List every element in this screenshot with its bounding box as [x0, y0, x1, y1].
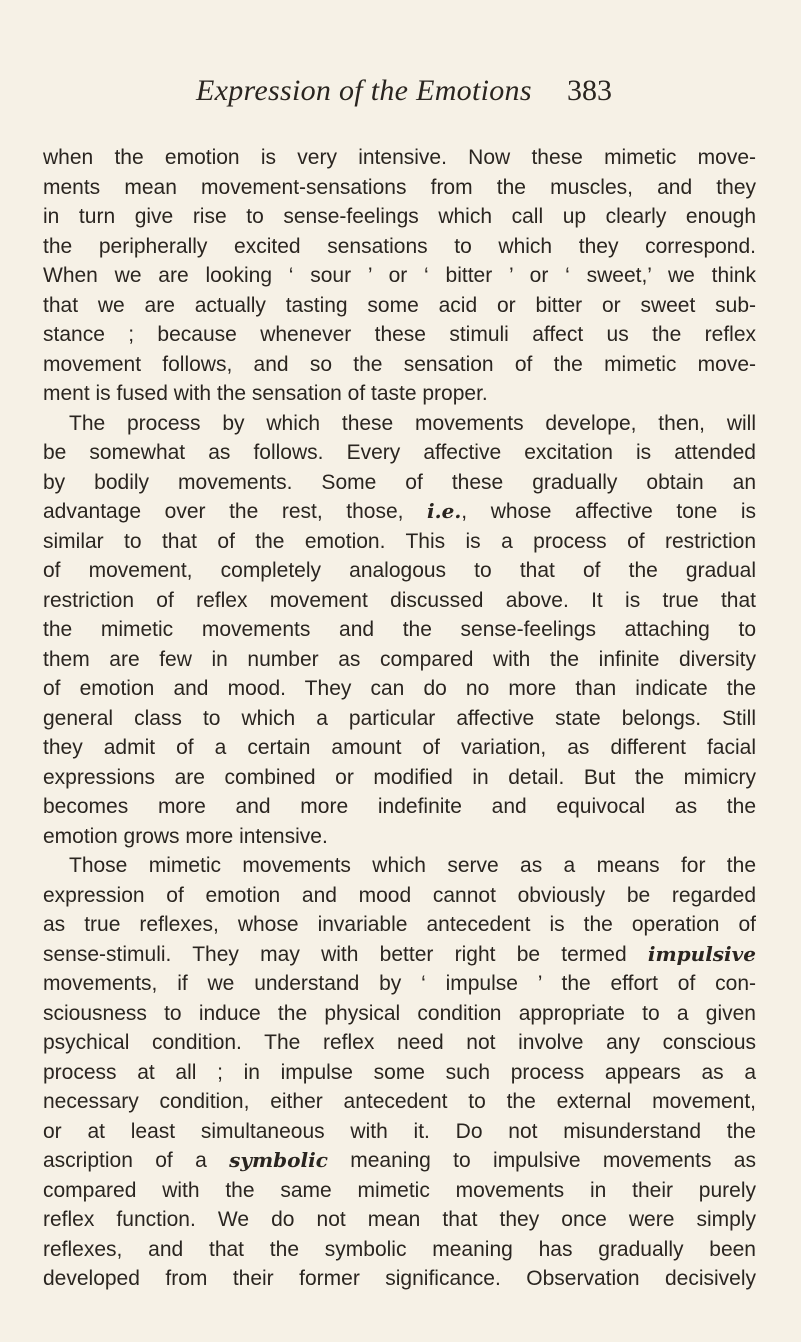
- text-line: expression of emotion and mood cannot obviously be regarded: [43, 883, 756, 907]
- text-line: restriction of reflex movement discussed above. It is true that: [43, 588, 756, 612]
- italic-term: symbolic: [229, 1148, 328, 1172]
- italic-term: impulsive: [647, 941, 756, 966]
- text-line: similar to that of the emotion. This is a process of restriction: [43, 529, 756, 553]
- text-line: developed from their former significance. Observation decisively: [43, 1267, 756, 1290]
- text-line: advantage over the rest, those, i.e., whose affective tone is: [43, 499, 756, 523]
- italic-term: i.e.: [427, 499, 462, 523]
- text-line: movements, if we understand by ‘ impulse ’ the effort of con-: [43, 972, 756, 995]
- text-line: sense-stimuli. They may with better right be termed impulsive: [43, 941, 756, 966]
- text-line: ascription of a symbolic meaning to impulsive movements as: [43, 1148, 756, 1172]
- page-number: 383: [567, 74, 612, 107]
- text-line: be somewhat as follows. Every affective excitation is attended: [43, 441, 756, 464]
- paragraph: [43, 409, 756, 852]
- text-line: emotion grows more intensive.: [43, 824, 328, 848]
- paragraph: [43, 143, 756, 409]
- text-line: psychical condition. The reflex need not involve any conscious: [43, 1031, 756, 1054]
- text-line: ments mean movement-sensations from the muscles, and they: [43, 175, 756, 199]
- text-line: necessary condition, either antecedent to the external movement,: [43, 1090, 756, 1113]
- text-line: by bodily movements. Some of these gradually obtain an: [43, 470, 756, 494]
- text-line: becomes more and more indefinite and equivocal as the: [43, 795, 756, 818]
- running-head: [0, 74, 801, 114]
- text-line: stance ; because whenever these stimuli affect us the reflex: [43, 323, 756, 346]
- text-line: reflexes, and that the symbolic meaning has gradually been: [43, 1237, 756, 1261]
- text-line: when the emotion is very intensive. Now these mimetic move-: [43, 146, 756, 169]
- text-line: When we are looking ‘ sour ’ or ‘ bitter ’ or ‘ sweet,’ we think: [43, 264, 756, 287]
- text-line: in turn give rise to sense-feelings which call up clearly enough: [43, 205, 756, 228]
- text-line: process at all ; in impulse some such process appears as a: [43, 1060, 756, 1084]
- text-line: movement follows, and so the sensation of the mimetic move-: [43, 352, 756, 376]
- body-text: [43, 143, 756, 1294]
- text-line: expressions are combined or modified in detail. But the mimicry: [43, 765, 756, 789]
- paragraph: [43, 851, 756, 1294]
- text-line: Those mimetic movements which serve as a means for the: [69, 854, 756, 877]
- text-line: the peripherally excited sensations to which they correspond.: [43, 234, 756, 258]
- running-title: Expression of the Emotions: [196, 74, 532, 107]
- text-line: that we are actually tasting some acid or bitter or sweet sub-: [43, 293, 756, 317]
- text-line: as true reflexes, whose invariable antecedent is the operation of: [43, 913, 756, 936]
- text-line: the mimetic movements and the sense-feelings attaching to: [43, 618, 756, 641]
- text-line: general class to which a particular affective state belongs. Still: [43, 706, 756, 730]
- text-line: reflex function. We do not mean that they once were simply: [43, 1208, 756, 1231]
- text-line: of movement, completely analogous to that of the gradual: [43, 559, 756, 582]
- text-line: The process by which these movements develope, then, will: [69, 411, 756, 435]
- text-line: of emotion and mood. They can do no more than indicate the: [43, 677, 756, 700]
- text-line: them are few in number as compared with the infinite diversity: [43, 647, 756, 671]
- text-line: or at least simultaneous with it. Do not misunderstand the: [43, 1119, 756, 1143]
- text-line: ment is fused with the sensation of taste proper.: [43, 382, 488, 405]
- text-line: sciousness to induce the physical condition appropriate to a given: [43, 1001, 756, 1025]
- text-line: they admit of a certain amount of variation, as different facial: [43, 736, 756, 759]
- text-line: compared with the same mimetic movements in their purely: [43, 1178, 756, 1202]
